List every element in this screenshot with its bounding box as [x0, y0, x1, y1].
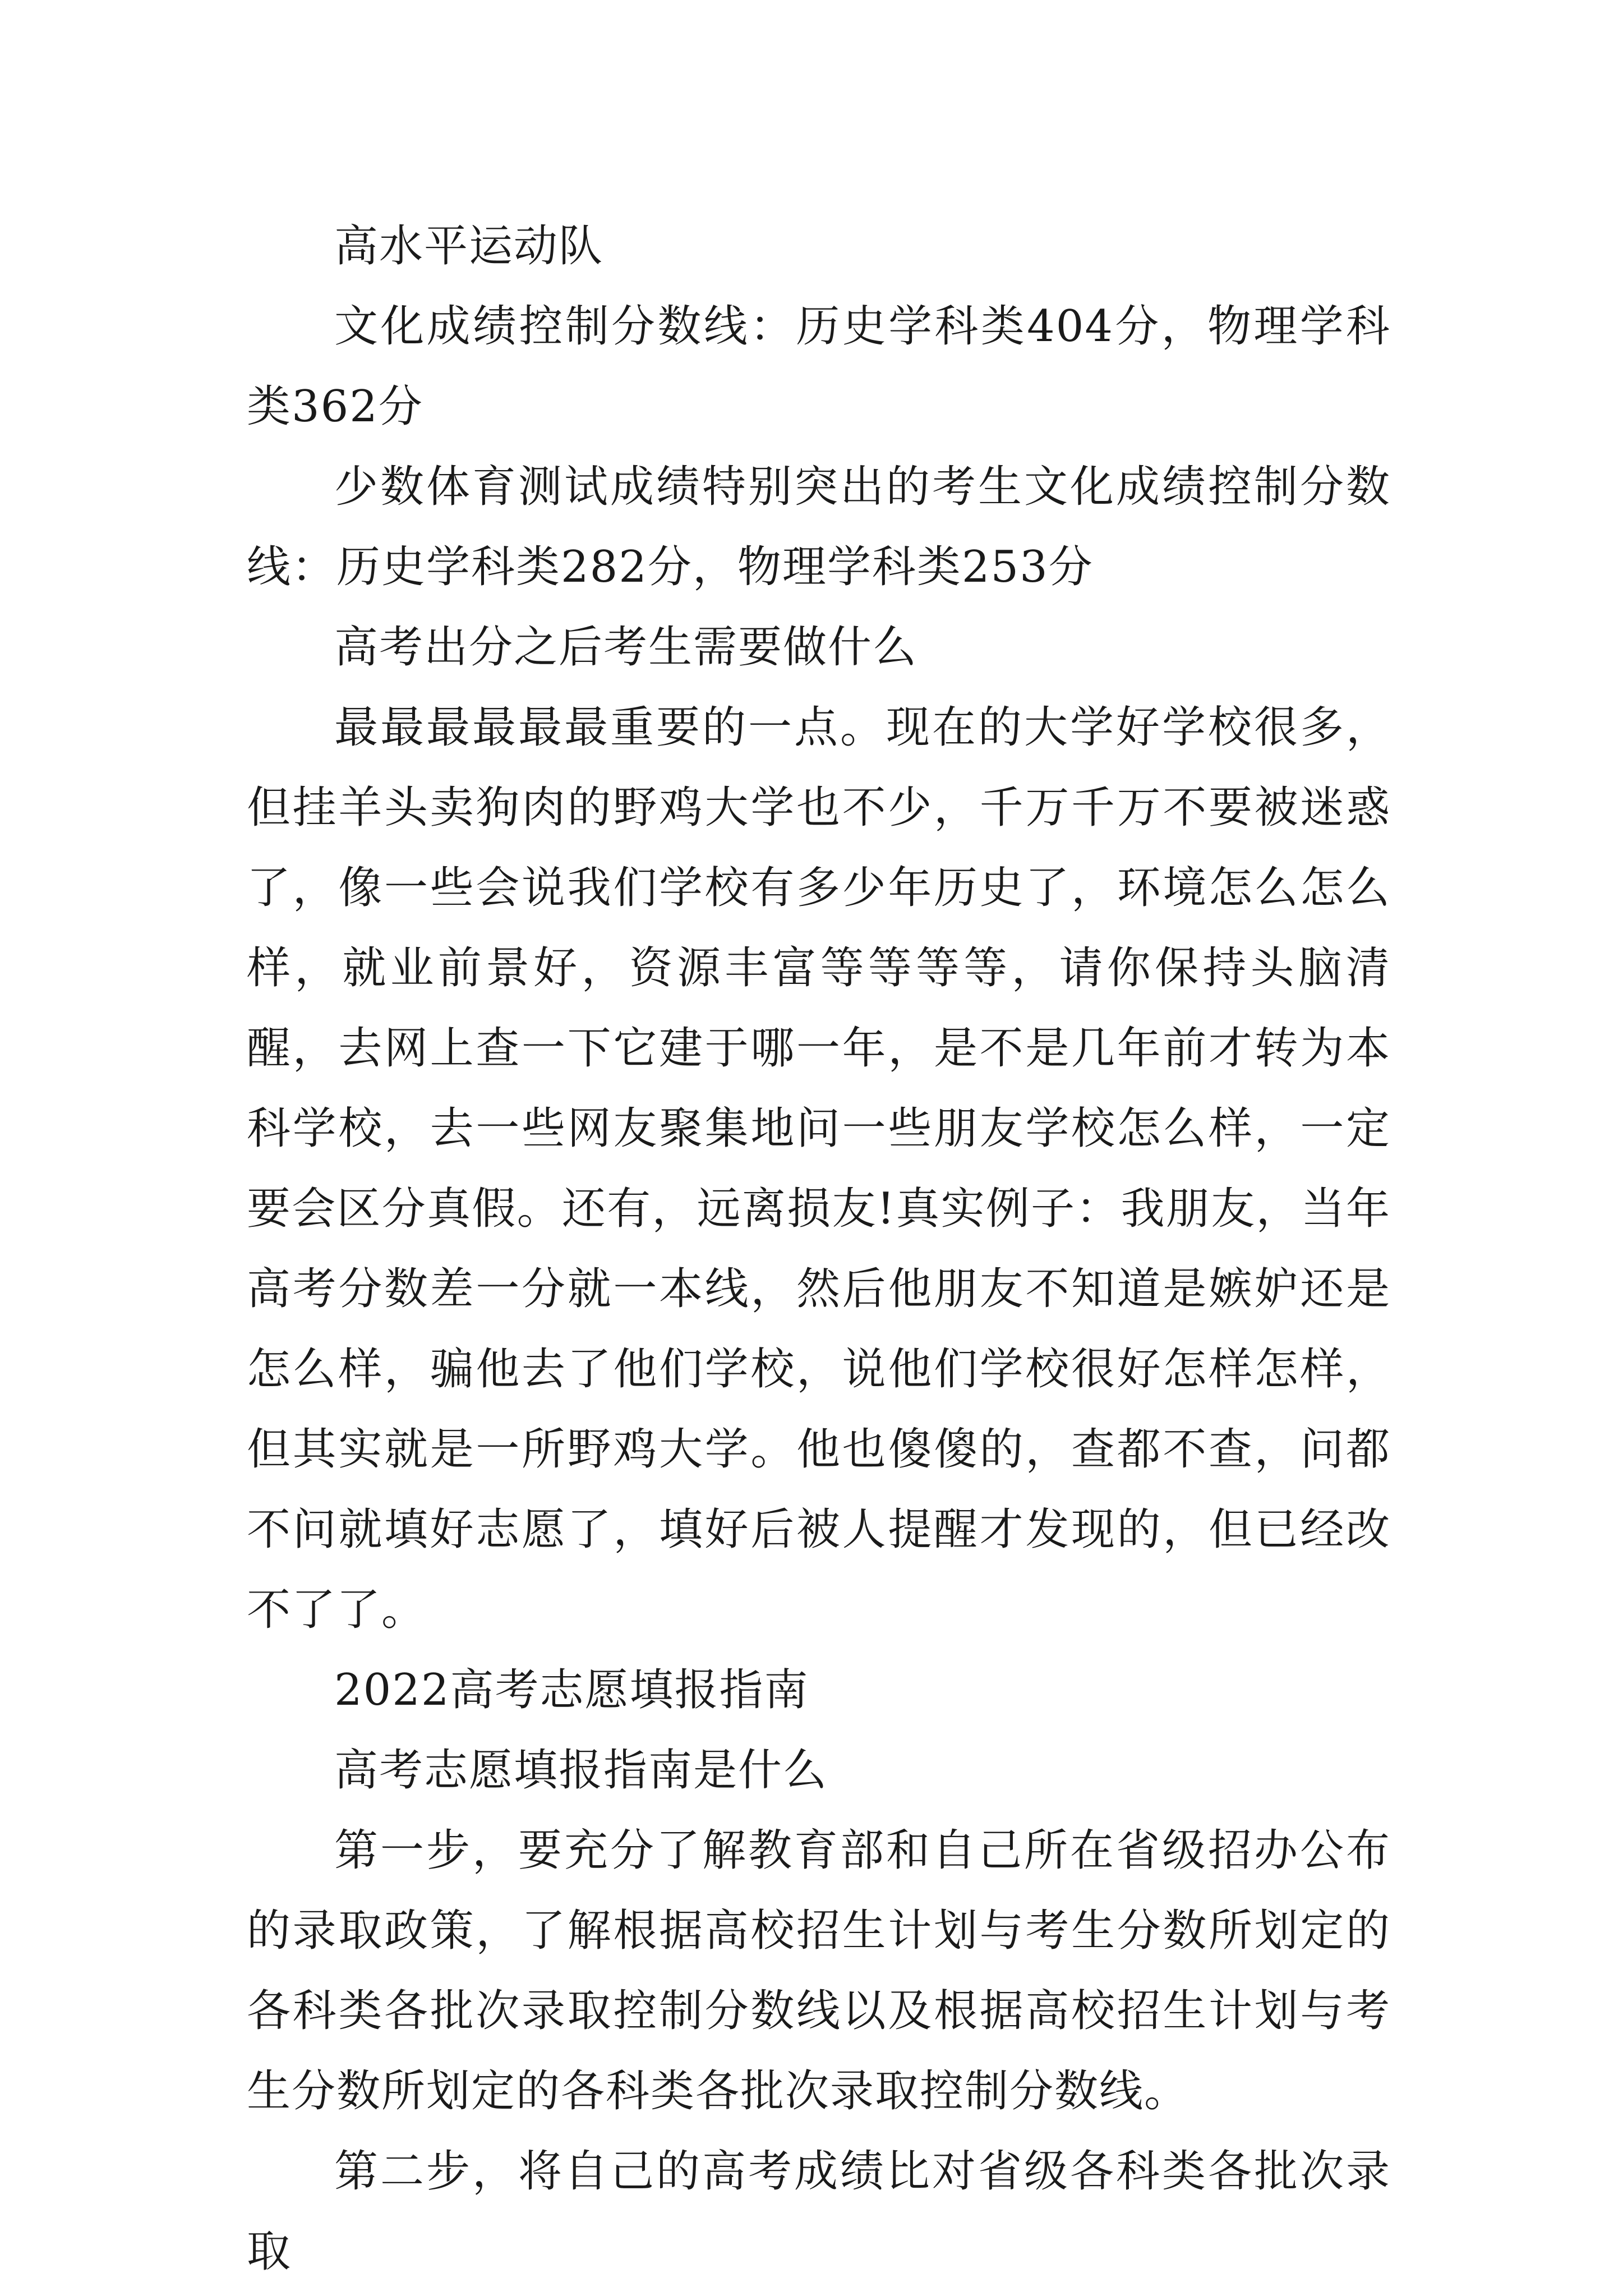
paragraph-step-one: 第一步，要充分了解教育部和自己所在省级招办公布的录取政策，了解根据高校招生计划与考生分数所划定的各科类各批次录取控制分数线以及根据高校招生计划与考生分数所划定的各科类各批次录取控制分数线。	[247, 1825, 1391, 2116]
heading-sports-team: 高水平运动队	[334, 221, 604, 272]
heading-what-is-guide: 高考志愿填报指南是什么	[334, 1745, 828, 1796]
heading-after-scores: 高考出分之后考生需要做什么	[334, 622, 918, 673]
heading-guide-2022: 2022高考志愿填报指南	[334, 1665, 809, 1715]
paragraph-culture-score-line: 文化成绩控制分数线：历史学科类404分，物理学科类362分	[247, 301, 1391, 432]
document-body	[247, 206, 1391, 2292]
paragraph-special-sports-score-line: 少数体育测试成绩特别突出的考生文化成绩控制分数线：历史学科类282分，物理学科类253分	[247, 462, 1391, 592]
paragraph-advice: 最最最最最最重要的一点。现在的大学好学校很多，但挂羊头卖狗肉的野鸡大学也不少，千万千万不要被迷惑了，像一些会说我们学校有多少年历史了，环境怎么怎么样，就业前景好，资源丰富等等等等，请你保持头脑清醒，去网上查一下它建于哪一年，是不是几年前才转为本科学校，去一些网友聚集地问一些朋友学校怎么样，一定要会区分真假。还有，远离损友!真实例子：我朋友，当年高考分数差一分就一本线，然后他朋友不知道是嫉妒还是怎么样，骗他去了他们学校，说他们学校很好怎样怎样，但其实就是一所野鸡大学。他也傻傻的，查都不查，问都不问就填好志愿了，填好后被人提醒才发现的，但已经改不了了。	[247, 702, 1391, 1635]
paragraph-step-two: 第二步，将自己的高考成绩比对省级各科类各批次录取	[247, 2146, 1391, 2277]
